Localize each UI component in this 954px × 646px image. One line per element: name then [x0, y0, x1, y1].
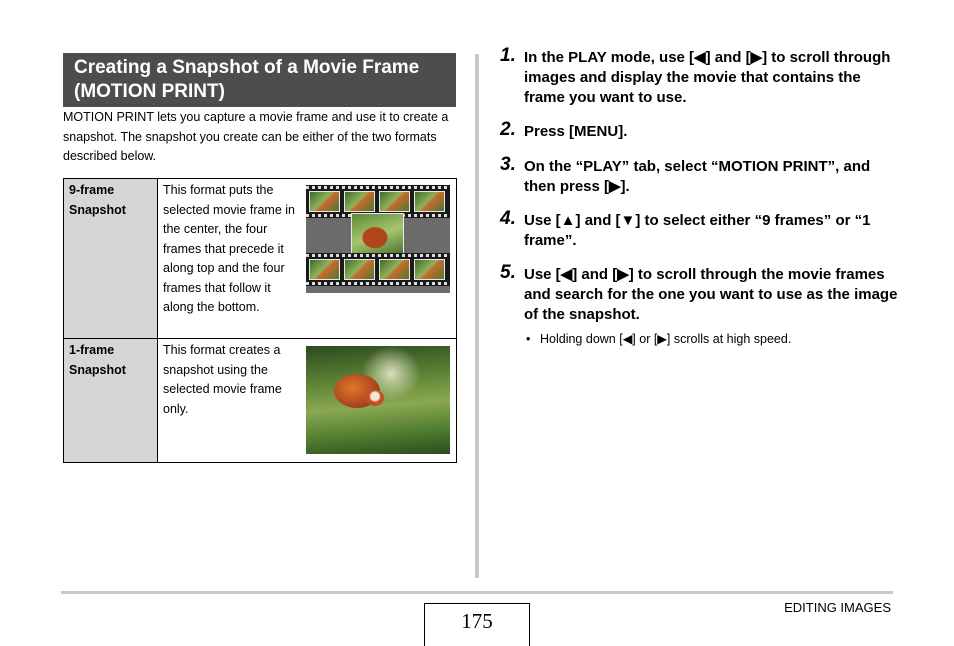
format-table — [63, 178, 457, 463]
format-description: This format puts the selected movie frame in the center, the four frames that precede it along top and the four frames that follow it along the bottom. — [163, 183, 296, 314]
intro-paragraph: MOTION PRINT lets you capture a movie frame and use it to create a snapshot. The snapshot you create can be either of the two formats described below. — [63, 110, 449, 163]
step-item — [500, 208, 900, 251]
section-label: EDITING IMAGES — [784, 600, 891, 615]
step-item — [500, 45, 900, 108]
step-number: 4. — [500, 208, 516, 229]
format-name-line-1: 1-frame — [69, 343, 115, 357]
column-divider — [475, 54, 479, 578]
film-frame — [379, 259, 410, 280]
step-item — [500, 262, 900, 325]
format-name — [64, 179, 158, 338]
page-number: 175 — [424, 603, 530, 646]
table-row — [64, 179, 456, 338]
film-frame — [414, 259, 445, 280]
step-item — [500, 119, 900, 142]
step-number: 1. — [500, 45, 516, 66]
center-film-frame — [351, 213, 404, 258]
film-frame — [379, 191, 410, 212]
format-name-line-2: Snapshot — [69, 362, 126, 377]
step-text: Press [MENU]. — [524, 123, 628, 140]
step-number: 3. — [500, 154, 516, 175]
sprocket-holes — [306, 186, 450, 189]
steps-list — [500, 45, 900, 347]
step-note — [500, 331, 900, 347]
step-number: 5. — [500, 262, 516, 283]
step-text: Use [◀] and [▶] to scroll through the movie frames and search for the one you want to use as the image of the snapshot. — [524, 266, 898, 323]
step-item — [500, 154, 900, 197]
heading-line-2: (MOTION PRINT) — [74, 81, 225, 102]
section-heading — [63, 53, 456, 107]
sprocket-holes — [306, 254, 450, 257]
heading-line-1: Creating a Snapshot of a Movie Frame — [74, 57, 420, 78]
table-row — [64, 338, 456, 462]
format-description: This format creates a snapshot using the selected movie frame only. — [163, 343, 282, 416]
format-name-line-2: Snapshot — [69, 202, 126, 217]
format-image-cell — [304, 179, 456, 338]
red-panda-photo — [306, 346, 450, 454]
film-frame — [344, 191, 375, 212]
note-text: Holding down [◀] or [▶] scrolls at high speed. — [540, 332, 792, 346]
step-number: 2. — [500, 119, 516, 140]
step-text: Use [▲] and [▼] to select either “9 frames” or “1 frame”. — [524, 212, 871, 249]
film-frame — [414, 191, 445, 212]
note-bullet: • — [526, 332, 531, 346]
step-text: On the “PLAY” tab, select “MOTION PRINT”, and then press [▶]. — [524, 158, 871, 195]
format-name — [64, 339, 158, 462]
filmstrip-bottom — [306, 253, 450, 286]
film-frame — [344, 259, 375, 280]
sprocket-holes — [306, 282, 450, 285]
step-text: In the PLAY mode, use [◀] and [▶] to scroll through images and display the movie that contains the frame you want to use. — [524, 49, 891, 106]
footer-divider — [61, 591, 893, 594]
format-name-line-1: 9-frame — [69, 183, 115, 197]
film-frame — [309, 191, 340, 212]
film-frame — [309, 259, 340, 280]
nine-frame-filmstrip-image — [306, 185, 450, 293]
red-panda-head — [366, 390, 384, 406]
format-image-cell — [304, 339, 456, 462]
